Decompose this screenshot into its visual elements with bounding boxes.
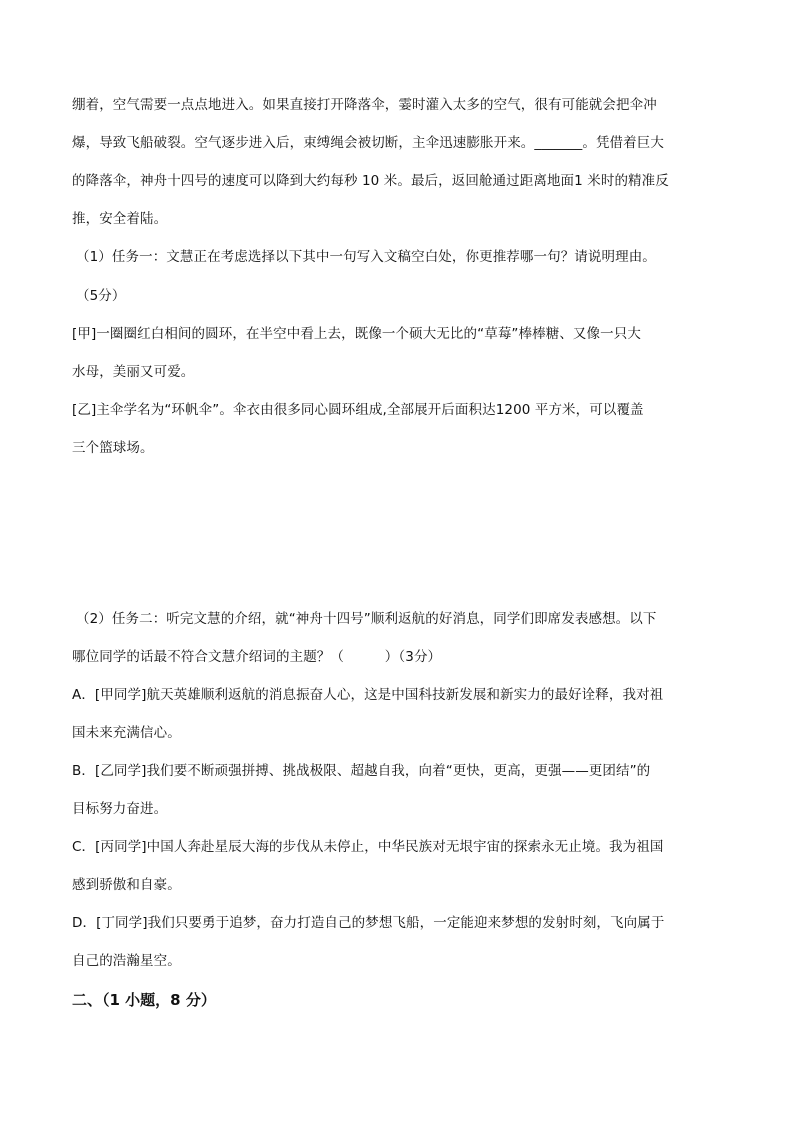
choice-b: B．[乙同学]我们要不断顽强拼搏、挑战极限、超越自我，向着“更快，更高，更强——更团结”的 (72, 763, 651, 779)
option-yi-line: 三个篮球场。 (72, 440, 154, 456)
choice-b: 目标努力奋进。 (72, 801, 168, 817)
passage-line: 的降落伞，神舟十四号的速度可以降到大约每秒 10 米。最后，返回舱通过距离地面1 米时的精准反 (72, 173, 669, 189)
choice-a: 国未来充满信心。 (72, 725, 181, 741)
choice-a: A．[甲同学]航天英雄顺利返航的消息振奋人心，这是中国科技新发展和新实力的最好诠释，我对祖 (72, 687, 664, 703)
choice-d: D．[丁同学]我们只要勇于追梦，奋力打造自己的梦想飞船，一定能迎来梦想的发射时刻，飞向属于 (72, 915, 665, 931)
option-jia-line: [甲]一圈圈红白相间的圆环，在半空中看上去，既像一个硕大无比的“草莓”棒棒糖、又像一只大 (72, 326, 641, 342)
passage-line: 绷着，空气需要一点点地进入。如果直接打开降落伞，霎时灌入太多的空气，很有可能就会把伞冲 (72, 97, 657, 113)
passage-line: 爆，导致飞船破裂。空气逐步进入后，束缚绳会被切断，主伞迅速膨胀开来。_______。凭借着巨大 (72, 135, 664, 151)
task1-prompt: （1）任务一：文慧正在考虑选择以下其中一句写入文稿空白处，你更推荐哪一句？请说明理由。 (76, 249, 656, 265)
option-yi-line: [乙]主伞学名为“环帆伞”。伞衣由很多同心圆环组成,全部展开后面积达1200 平方米，可以覆盖 (72, 402, 644, 418)
option-jia-line: 水母，美丽又可爱。 (72, 364, 195, 380)
choice-d: 自己的浩瀚星空。 (72, 953, 181, 969)
choice-c: C．[丙同学]中国人奔赴星辰大海的步伐从未停止，中华民族对无垠宇宙的探索永无止境。我为祖国 (72, 839, 664, 855)
section-heading: 二、（1 小题，8 分） (72, 991, 216, 1009)
choice-c: 感到骄傲和自豪。 (72, 877, 181, 893)
passage-line: 推，安全着陆。 (72, 211, 168, 227)
task1-score: （5分） (76, 288, 126, 304)
task2-prompt: 哪位同学的话最不符合文慧介绍词的主题？（ ）（3分） (72, 649, 442, 665)
task2-prompt: （2）任务二：听完文慧的介绍，就“神舟十四号”顺利返航的好消息，同学们即席发表感想。以下 (76, 611, 657, 627)
